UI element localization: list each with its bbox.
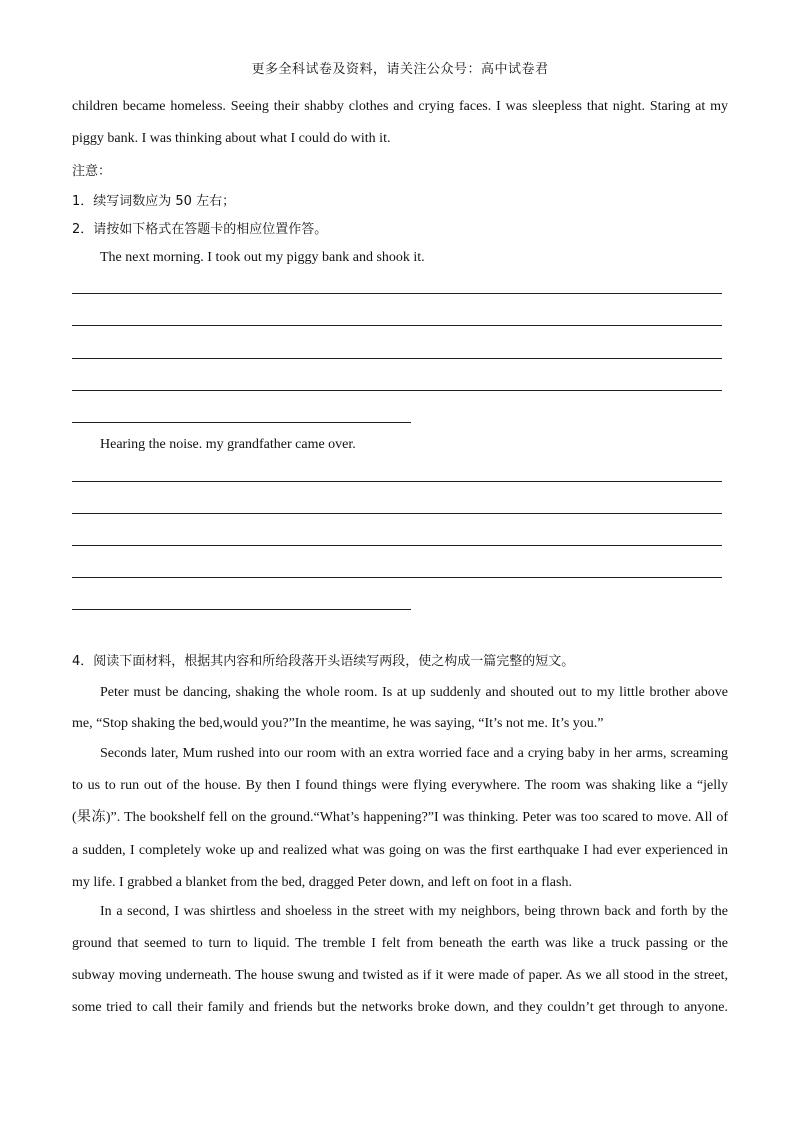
passage-line: subway moving underneath. The house swung and twisted as if it were made of paper. As we all stood in the street,: [72, 968, 728, 983]
section-opening: The next morning. I took out my piggy bank and shook it.: [100, 250, 425, 265]
passage-line: In a second, I was shirtless and shoeless in the street with my neighbors, being thrown back and forth by the: [100, 904, 728, 919]
notes-title: 注意：: [72, 164, 112, 179]
answer-line[interactable]: [72, 390, 722, 391]
answer-line[interactable]: [72, 325, 722, 326]
notes-item: 2．请按如下格式在答题卡的相应位置作答。: [72, 222, 328, 237]
passage-line: children became homeless. Seeing their shabby clothes and crying faces. I was sleepless that night. Staring at my: [72, 99, 728, 114]
answer-line[interactable]: [72, 481, 722, 482]
passage-line: some tried to call their family and friends but the networks broke down, and they couldn’t get through to anyone.: [72, 1000, 728, 1015]
answer-line[interactable]: [72, 513, 722, 514]
answer-line[interactable]: [72, 358, 722, 359]
passage-line: (果冻)”. The bookshelf fell on the ground.“What’s happening?”I was thinking. Peter was too scared to move. All of: [72, 810, 728, 825]
passage-line: ground that seemed to turn to liquid. The tremble I felt from beneath the earth was like a truck passing or the: [72, 936, 728, 951]
passage-line: me, “Stop shaking the bed,would you?”In the meantime, he was saying, “It’s not me. It’s you.”: [72, 716, 604, 731]
answer-line[interactable]: [72, 609, 411, 610]
passage-line: piggy bank. I was thinking about what I could do with it.: [72, 131, 391, 146]
answer-line[interactable]: [72, 422, 411, 423]
answer-line[interactable]: [72, 577, 722, 578]
answer-line[interactable]: [72, 545, 722, 546]
notes-item: 1．续写词数应为 50 左右；: [72, 194, 236, 209]
passage-line: Seconds later, Mum rushed into our room with an extra worried face and a crying baby in her arms, screaming: [100, 746, 728, 761]
passage-line: Peter must be dancing, shaking the whole room. Is at up suddenly and shouted out to my little brother above: [100, 685, 728, 700]
page-header: 更多全科试卷及资料，请关注公众号：高中试卷君: [251, 62, 549, 77]
question-prompt: 4．阅读下面材料，根据其内容和所给段落开头语续写两段，使之构成一篇完整的短文。: [72, 654, 575, 669]
passage-line: a sudden, I completely woke up and realized what was going on was the first earthquake I had ever experienced in: [72, 843, 728, 858]
passage-line: to us to run out of the house. By then I found things were flying everywhere. The room was shaking like a “jelly: [72, 778, 728, 793]
passage-line: my life. I grabbed a blanket from the bed, dragged Peter down, and left on foot in a flash.: [72, 875, 572, 890]
section-opening: Hearing the noise. my grandfather came over.: [100, 437, 356, 452]
answer-line[interactable]: [72, 293, 722, 294]
